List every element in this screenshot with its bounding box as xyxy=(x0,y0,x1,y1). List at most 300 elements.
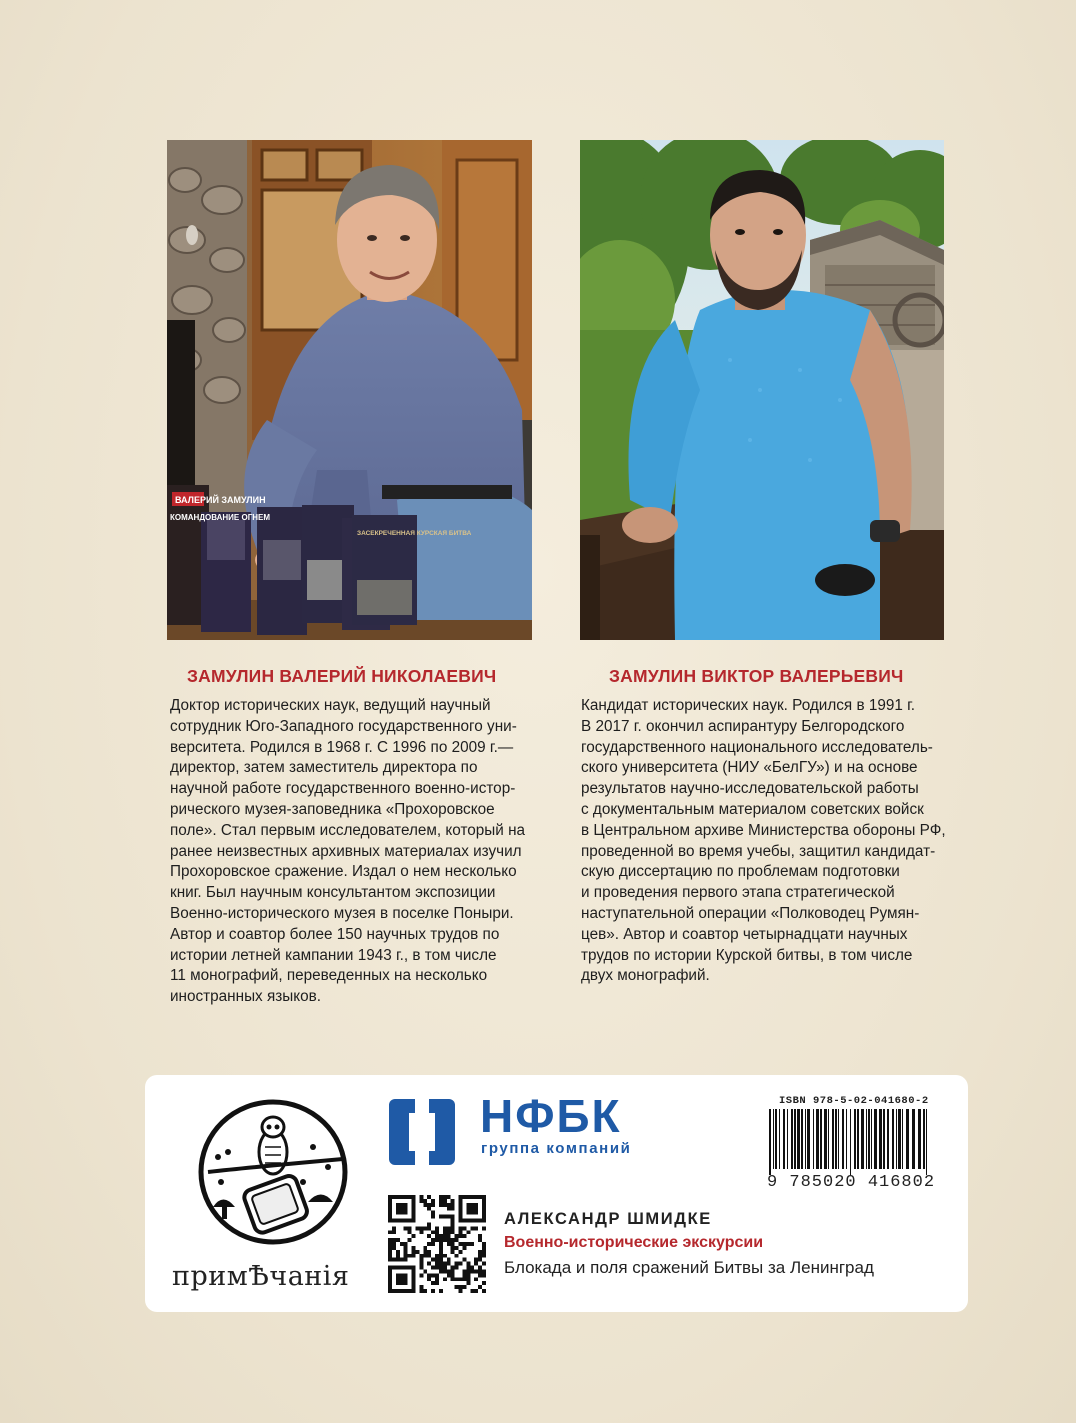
qr-module xyxy=(462,1277,466,1281)
author-photo-viktor-image xyxy=(580,140,944,640)
qr-module xyxy=(388,1238,392,1242)
qr-module xyxy=(404,1254,408,1258)
qr-module xyxy=(474,1226,478,1230)
qr-module xyxy=(396,1254,400,1258)
qr-module xyxy=(427,1277,431,1281)
qr-module xyxy=(439,1199,443,1203)
qr-module xyxy=(396,1203,408,1215)
qr-module xyxy=(388,1246,392,1250)
advert-series: Военно-исторические экскурсии xyxy=(504,1234,764,1251)
qr-module xyxy=(470,1269,474,1273)
qr-module xyxy=(466,1281,470,1285)
author-name-viktor: ЗАМУЛИН ВИКТОР ВАЛЕРЬЕВИЧ xyxy=(609,666,904,686)
bio-line: Доктор исторических наук, ведущий научный xyxy=(170,697,491,714)
qr-module xyxy=(408,1230,412,1234)
qr-module xyxy=(482,1250,486,1254)
qr-module xyxy=(451,1222,455,1226)
qr-module xyxy=(447,1230,451,1234)
qr-module xyxy=(439,1238,443,1242)
qr-module xyxy=(439,1258,443,1262)
qr-module xyxy=(439,1269,443,1273)
qr-module xyxy=(443,1277,447,1281)
qr-module xyxy=(396,1238,400,1242)
sponsor-subtitle: группа компаний xyxy=(481,1140,632,1157)
author-photo-valery xyxy=(167,140,532,640)
qr-module xyxy=(474,1289,478,1293)
qr-module xyxy=(447,1226,451,1230)
qr-module xyxy=(462,1234,466,1238)
qr-module xyxy=(443,1215,447,1219)
qr-module xyxy=(431,1242,435,1246)
sponsor-name: НФБК xyxy=(480,1090,622,1142)
qr-module xyxy=(435,1230,439,1234)
qr-module xyxy=(447,1195,451,1199)
qr-module xyxy=(419,1289,423,1293)
bio-line: директор, затем заместитель директора по xyxy=(170,759,478,777)
barcode-bar xyxy=(820,1109,822,1169)
barcode-bar xyxy=(912,1109,915,1169)
qr-module xyxy=(451,1199,455,1203)
qr-module xyxy=(439,1246,443,1250)
bio-line: верситета. Родился в 1968 г. С 1996 по 2009 г.— xyxy=(170,738,514,756)
barcode-bar xyxy=(769,1109,771,1175)
qr-module xyxy=(466,1273,470,1277)
qr-module xyxy=(462,1242,466,1246)
qr-module xyxy=(470,1289,474,1293)
qr-module xyxy=(443,1199,447,1203)
qr-module xyxy=(447,1215,451,1219)
bio-line: 11 монографий, переведенных на несколько xyxy=(170,967,488,985)
barcode-bar xyxy=(783,1109,785,1169)
qr-module xyxy=(427,1234,431,1238)
qr-module xyxy=(419,1230,423,1234)
qr-module xyxy=(443,1226,447,1230)
qr-module xyxy=(447,1269,451,1273)
qr-module xyxy=(443,1195,447,1199)
qr-module xyxy=(435,1238,439,1242)
qr-module xyxy=(412,1254,416,1258)
qr-module xyxy=(447,1258,451,1262)
qr-module xyxy=(466,1277,470,1281)
advert-title: Блокада и поля сражений Битвы за Ленинград xyxy=(504,1258,874,1277)
qr-module xyxy=(439,1262,443,1266)
qr-module xyxy=(392,1230,396,1234)
book-title-command: КОМАНДОВАНИЕ ОГНЕМ xyxy=(170,513,271,522)
qr-module xyxy=(439,1203,443,1207)
qr-module xyxy=(423,1199,427,1203)
barcode-bar xyxy=(824,1109,827,1169)
barcode-bar xyxy=(846,1109,847,1169)
qr-module xyxy=(400,1258,404,1262)
qr-module xyxy=(482,1269,486,1273)
qr-module xyxy=(423,1269,427,1273)
qr-module xyxy=(455,1238,459,1242)
qr-module xyxy=(462,1258,466,1262)
qr-module xyxy=(482,1254,486,1258)
bio-line: цев». Автор и соавтор четырнадцати научных xyxy=(581,925,908,943)
barcode-bar xyxy=(832,1109,834,1169)
qr-module xyxy=(470,1242,474,1246)
qr-module xyxy=(396,1250,400,1254)
barcode-number: 9 785020 416802 xyxy=(767,1173,936,1192)
qr-module xyxy=(478,1254,482,1258)
qr-module xyxy=(455,1277,459,1281)
qr-module xyxy=(439,1215,443,1219)
qr-module xyxy=(451,1246,455,1250)
qr-module xyxy=(419,1285,423,1289)
qr-module xyxy=(431,1289,435,1293)
qr-module xyxy=(466,1230,470,1234)
bio-line: трудов по истории Курской битвы, в том числе xyxy=(581,946,913,964)
barcode-bar xyxy=(828,1109,829,1169)
qr-module xyxy=(431,1211,435,1215)
qr-module xyxy=(388,1195,415,1199)
qr-module xyxy=(459,1234,463,1238)
bio-line: В 2017 г. окончил аспирантуру Белгородского xyxy=(581,717,905,735)
barcode-icon xyxy=(765,1109,935,1175)
barcode-bar xyxy=(838,1109,839,1169)
qr-module xyxy=(388,1266,392,1293)
bio-line: скую диссертацию по проблемам подготовки xyxy=(581,863,900,881)
qr-module xyxy=(431,1273,435,1277)
barcode-bar xyxy=(791,1109,793,1169)
qr-module xyxy=(392,1242,396,1246)
qr-module xyxy=(427,1203,431,1207)
author-photo-viktor xyxy=(580,140,944,640)
barcode-bar xyxy=(902,1109,903,1169)
qr-module xyxy=(419,1262,423,1266)
bio-line: проведенной во время учебы, защитил кандидат- xyxy=(581,842,936,860)
barcode-bar xyxy=(918,1109,921,1169)
qr-module xyxy=(408,1238,412,1242)
qr-module xyxy=(419,1195,423,1199)
qr-module xyxy=(423,1203,427,1207)
qr-module xyxy=(482,1246,486,1250)
qr-module xyxy=(447,1238,451,1242)
qr-module xyxy=(478,1258,482,1262)
bio-line: Кандидат исторических наук. Родился в 1991 г. xyxy=(581,697,916,714)
author-photo-valery-image xyxy=(167,140,532,640)
qr-module xyxy=(435,1281,439,1285)
barcode-bar xyxy=(779,1109,780,1169)
qr-module xyxy=(451,1242,455,1246)
qr-module xyxy=(388,1289,415,1293)
qr-module xyxy=(459,1195,463,1222)
qr-module xyxy=(419,1254,423,1258)
qr-module xyxy=(466,1262,470,1266)
qr-module xyxy=(392,1238,396,1242)
qr-module xyxy=(415,1250,419,1254)
qr-module xyxy=(482,1242,486,1246)
nfbk-logo-icon xyxy=(387,1097,457,1167)
qr-module xyxy=(478,1273,482,1277)
barcode-bar xyxy=(906,1109,909,1169)
barcode-bar xyxy=(868,1109,870,1169)
qr-module xyxy=(474,1269,478,1273)
qr-module xyxy=(435,1226,439,1230)
barcode-bar xyxy=(926,1109,927,1175)
qr-module xyxy=(435,1234,439,1238)
qr-module xyxy=(455,1234,459,1238)
barcode-bar xyxy=(773,1109,774,1169)
qr-module xyxy=(459,1226,463,1230)
qr-module xyxy=(443,1269,447,1273)
qr-module xyxy=(455,1262,459,1266)
barcode-bar xyxy=(801,1109,803,1169)
qr-module xyxy=(427,1226,431,1230)
qr-module xyxy=(388,1219,415,1223)
qr-module xyxy=(451,1277,455,1281)
bio-line: рического музея-заповедника «Прохоровское xyxy=(170,800,495,818)
qr-module xyxy=(462,1226,466,1230)
author-bio-viktor xyxy=(581,696,946,987)
book-title-kursk: ЗАСЕКРЕЧЕННАЯ КУРСКАЯ БИТВА xyxy=(357,530,472,537)
bio-line: и проведения первого этапа стратегической xyxy=(581,884,895,902)
qr-module xyxy=(478,1234,482,1238)
qr-module xyxy=(451,1238,455,1242)
qr-module xyxy=(439,1195,443,1199)
barcode-bar xyxy=(816,1109,819,1169)
qr-module xyxy=(427,1195,431,1199)
qr-module xyxy=(459,1230,463,1234)
bio-line: книг. Был научным консультантом экспозиции xyxy=(170,884,496,902)
qr-module xyxy=(412,1250,416,1254)
qr-module xyxy=(455,1266,459,1270)
barcode-bar xyxy=(866,1109,867,1169)
qr-module xyxy=(392,1258,396,1262)
barcode-bar xyxy=(874,1109,877,1169)
qr-module xyxy=(412,1266,416,1293)
barcode-bar xyxy=(887,1109,889,1169)
qr-module xyxy=(470,1266,474,1270)
bio-line: наступательной операции «Полководец Румян- xyxy=(581,904,920,922)
qr-module xyxy=(459,1289,463,1293)
qr-module xyxy=(435,1277,439,1281)
qr-module xyxy=(431,1258,435,1262)
qr-module xyxy=(447,1273,451,1277)
qr-module xyxy=(459,1219,486,1223)
qr-module xyxy=(431,1215,435,1219)
barcode-bar xyxy=(854,1109,856,1169)
qr-module xyxy=(427,1242,431,1246)
qr-module xyxy=(439,1254,443,1258)
qr-module xyxy=(459,1195,486,1199)
qr-module xyxy=(451,1250,455,1254)
qr-module xyxy=(482,1281,486,1285)
qr-module xyxy=(388,1254,392,1258)
qr-module xyxy=(447,1242,451,1246)
bio-line: двух монографий. xyxy=(581,967,710,985)
qr-module xyxy=(466,1242,470,1246)
qr-module xyxy=(482,1262,486,1266)
book-spine-author: ВАЛЕРИЙ ЗАМУЛИН xyxy=(175,495,266,505)
qr-module xyxy=(388,1266,415,1270)
qr-module xyxy=(419,1226,423,1230)
qr-module xyxy=(408,1226,412,1230)
barcode-bar xyxy=(805,1109,806,1169)
qr-module xyxy=(459,1250,463,1254)
barcode-bar xyxy=(797,1109,800,1169)
qr-module xyxy=(474,1258,478,1262)
bio-line: Военно-исторического музея в поселке Поныри. xyxy=(170,904,514,922)
qr-module xyxy=(466,1269,470,1273)
bio-line: ранее неизвестных архивных материалах изучил xyxy=(170,842,522,860)
qr-module xyxy=(419,1199,423,1203)
qr-module xyxy=(462,1273,466,1277)
qr-module xyxy=(404,1226,408,1230)
qr-module xyxy=(423,1250,427,1254)
qr-module xyxy=(408,1254,412,1258)
qr-module xyxy=(474,1262,478,1266)
qr-module xyxy=(419,1266,423,1270)
qr-module xyxy=(388,1250,392,1254)
qr-module xyxy=(459,1277,463,1281)
bio-line: Автор и соавтор более 150 научных трудов по xyxy=(170,925,500,943)
qr-module xyxy=(427,1254,431,1258)
bio-line: ского университета (НИУ «БелГУ») и на основе xyxy=(581,759,918,777)
bio-line: поле». Стал первым исследователем, который на xyxy=(170,821,526,839)
bio-line: результатов научно-исследовательской работы xyxy=(581,780,919,798)
qr-module xyxy=(435,1262,439,1266)
qr-module xyxy=(470,1226,474,1230)
qr-module xyxy=(478,1269,482,1273)
barcode-bar xyxy=(787,1109,788,1169)
imprint-panel xyxy=(145,1075,968,1312)
qr-module xyxy=(443,1254,447,1258)
qr-module xyxy=(443,1203,447,1207)
qr-module xyxy=(431,1230,435,1234)
owl-logo-icon xyxy=(193,1097,353,1247)
barcode-bar xyxy=(879,1109,882,1169)
qr-module xyxy=(447,1203,451,1207)
barcode-bar xyxy=(850,1109,851,1175)
barcode-bar xyxy=(861,1109,864,1169)
qr-module xyxy=(443,1230,447,1234)
qr-module xyxy=(451,1266,455,1270)
qr-module xyxy=(482,1273,486,1277)
qr-module xyxy=(451,1203,455,1207)
qr-module xyxy=(478,1238,482,1242)
barcode-bar xyxy=(857,1109,859,1169)
qr-module xyxy=(439,1234,443,1238)
qr-module xyxy=(423,1226,427,1230)
advert-author: АЛЕКСАНДР ШМИДКЕ xyxy=(504,1210,712,1228)
qr-module xyxy=(404,1246,408,1250)
bio-line: в Центральном архиве Министерства обороны РФ, xyxy=(581,821,946,839)
qr-module xyxy=(451,1269,455,1273)
qr-module xyxy=(482,1226,486,1230)
qr-module xyxy=(427,1262,431,1266)
qr-module xyxy=(431,1203,435,1207)
qr-module xyxy=(427,1250,431,1254)
qr-module xyxy=(427,1207,431,1211)
qr-module xyxy=(455,1285,459,1289)
qr-module xyxy=(478,1250,482,1254)
qr-module xyxy=(388,1258,392,1262)
qr-module xyxy=(443,1238,447,1242)
qr-module xyxy=(447,1234,451,1238)
barcode-bar xyxy=(898,1109,901,1169)
qr-module xyxy=(462,1246,466,1250)
qr-module xyxy=(427,1222,431,1226)
isbn-label: ISBN 978-5-02-041680-2 xyxy=(779,1095,929,1107)
qr-module xyxy=(415,1226,419,1230)
qr-module xyxy=(459,1285,463,1289)
qr-module xyxy=(439,1242,443,1246)
qr-module xyxy=(435,1273,439,1277)
qr-module xyxy=(439,1266,443,1270)
barcode-bar xyxy=(775,1109,777,1169)
qr-module xyxy=(431,1199,435,1203)
author-bio-valery xyxy=(170,696,525,1008)
barcode-bar xyxy=(923,1109,925,1169)
qr-module xyxy=(419,1273,423,1277)
qr-module xyxy=(447,1262,451,1266)
qr-module xyxy=(435,1254,439,1258)
publisher-name: примѢчанія xyxy=(172,1261,350,1292)
qr-module xyxy=(462,1285,466,1289)
qr-module xyxy=(478,1285,482,1289)
bio-line: научной работе государственного военно-истор- xyxy=(170,780,516,798)
qr-module xyxy=(388,1230,392,1234)
qr-module xyxy=(439,1289,443,1293)
bio-line: с документальным материалом советских войск xyxy=(581,800,924,818)
barcode-bar xyxy=(835,1109,837,1169)
qr-module xyxy=(482,1195,486,1222)
qr-module xyxy=(388,1242,392,1246)
barcode-bar xyxy=(871,1109,872,1169)
qr-module xyxy=(431,1238,435,1242)
qr-module xyxy=(451,1273,455,1277)
qr-module xyxy=(474,1277,478,1281)
qr-module xyxy=(459,1262,463,1266)
qr-module xyxy=(423,1289,427,1293)
qr-module xyxy=(427,1273,431,1277)
qr-module xyxy=(459,1242,463,1246)
bio-line: иностранных языков. xyxy=(170,988,321,1006)
bio-line: сотрудник Юго-Западного государственного уни- xyxy=(170,717,517,735)
barcode-bar xyxy=(883,1109,885,1169)
author-name-valery: ЗАМУЛИН ВАЛЕРИЙ НИКОЛАЕВИЧ xyxy=(187,666,497,686)
qr-module xyxy=(451,1226,455,1230)
qr-module xyxy=(451,1215,455,1219)
qr-module xyxy=(482,1289,486,1293)
qr-module xyxy=(466,1266,470,1270)
qr-module xyxy=(419,1258,423,1262)
barcode-bar xyxy=(842,1109,844,1169)
bio-line: истории летней кампании 1943 г., в том числе xyxy=(170,946,497,964)
qr-module xyxy=(388,1195,392,1222)
qr-module xyxy=(451,1230,455,1234)
qr-module xyxy=(443,1266,447,1270)
qr-module xyxy=(447,1207,451,1211)
qr-module xyxy=(455,1246,459,1250)
bio-line: Прохоровское сражение. Издал о нем несколько xyxy=(170,863,517,881)
qr-module xyxy=(462,1269,466,1273)
qr-module xyxy=(412,1246,416,1250)
barcode-bar xyxy=(794,1109,796,1169)
qr-module xyxy=(466,1203,478,1215)
qr-module xyxy=(451,1207,455,1211)
qr-module xyxy=(404,1242,408,1246)
qr-code-icon[interactable] xyxy=(387,1195,487,1293)
qr-module xyxy=(412,1234,416,1238)
qr-module xyxy=(435,1258,439,1262)
barcode-bar xyxy=(807,1109,810,1169)
qr-module xyxy=(451,1219,455,1223)
qr-module xyxy=(392,1226,396,1230)
qr-module xyxy=(423,1254,427,1258)
